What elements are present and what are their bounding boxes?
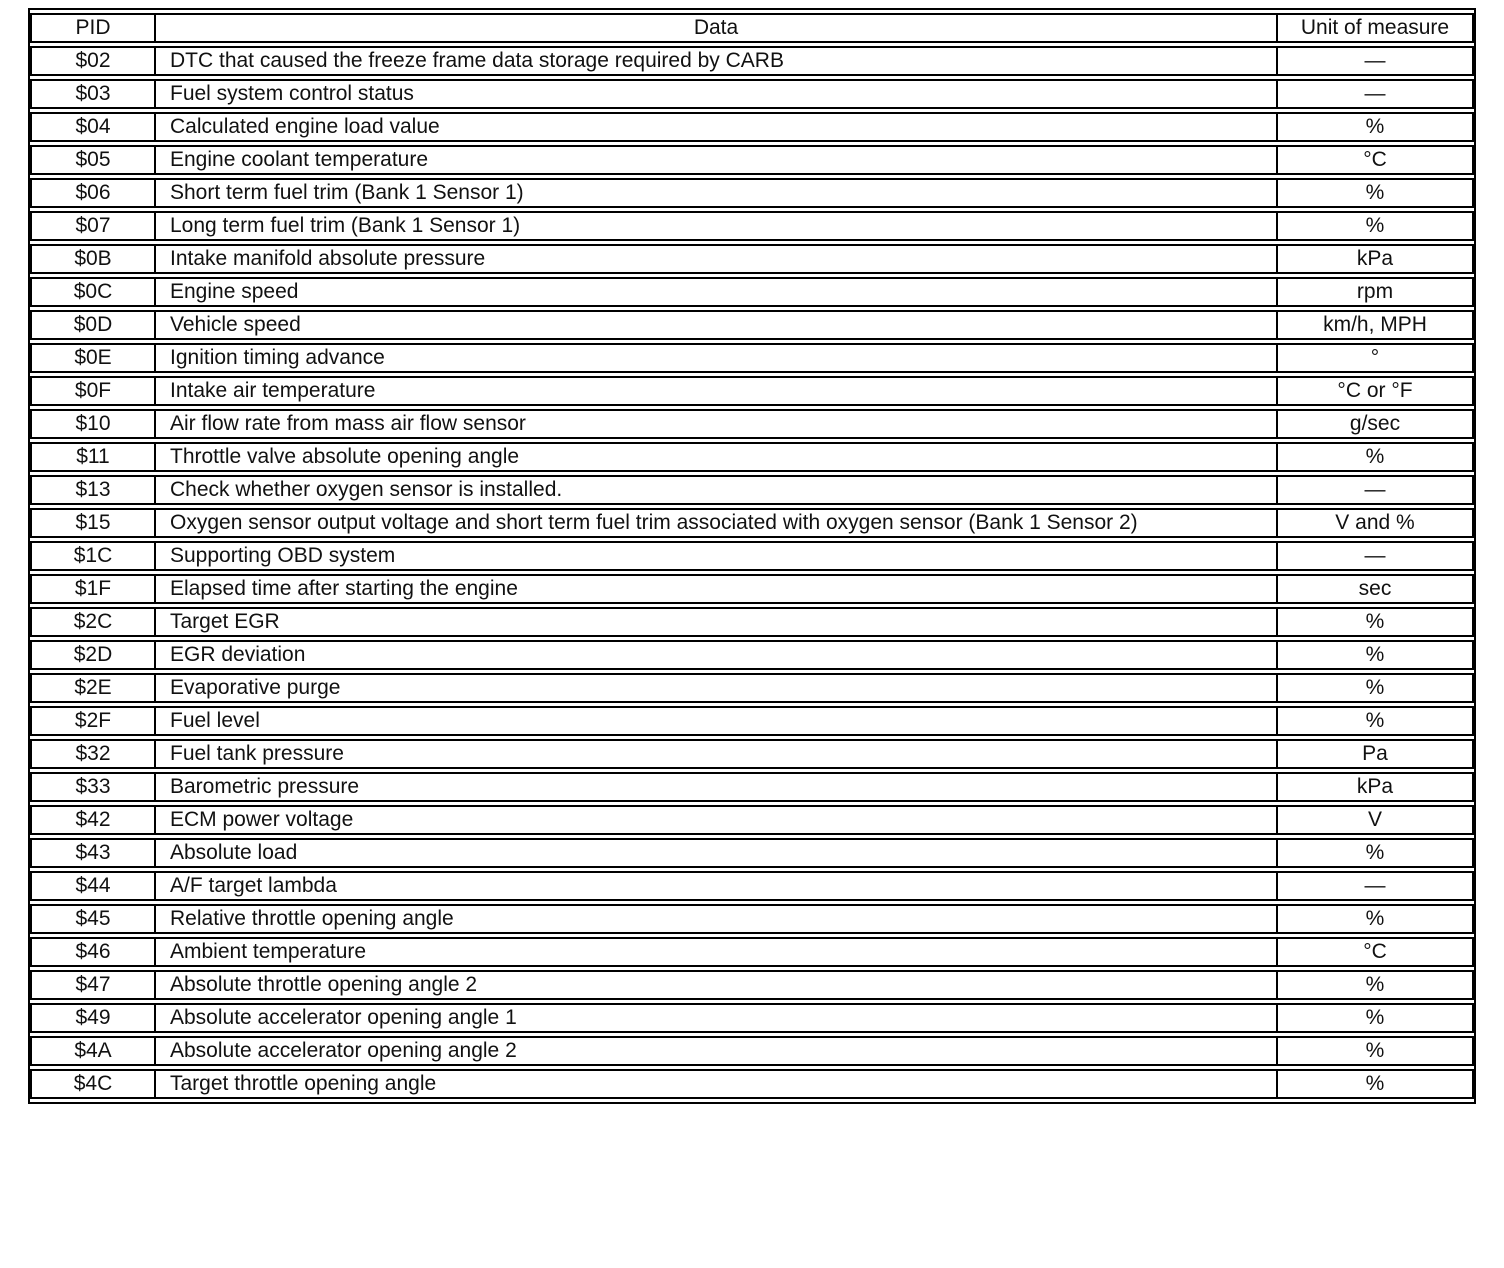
unit-cell: — (1278, 46, 1474, 76)
pid-cell: $1F (30, 574, 156, 604)
unit-cell: — (1278, 541, 1474, 571)
pid-cell: $2F (30, 706, 156, 736)
table-row (30, 541, 1474, 571)
table-row (30, 409, 1474, 439)
pid-cell: $0C (30, 277, 156, 307)
pid-cell: $0D (30, 310, 156, 340)
pid-cell: $0B (30, 244, 156, 274)
pid-cell: $46 (30, 937, 156, 967)
data-cell: Vehicle speed (156, 310, 1278, 340)
data-cell: Short term fuel trim (Bank 1 Sensor 1) (156, 178, 1278, 208)
data-cell: A/F target lambda (156, 871, 1278, 901)
unit-cell: % (1278, 178, 1474, 208)
unit-cell: % (1278, 640, 1474, 670)
unit-cell: Pa (1278, 739, 1474, 769)
data-cell: Ignition timing advance (156, 343, 1278, 373)
pid-cell: $1C (30, 541, 156, 571)
table-row (30, 574, 1474, 604)
unit-cell: — (1278, 475, 1474, 505)
data-cell: Fuel tank pressure (156, 739, 1278, 769)
unit-cell: — (1278, 79, 1474, 109)
pid-cell: $07 (30, 211, 156, 241)
table-row (30, 805, 1474, 835)
unit-cell: % (1278, 211, 1474, 241)
unit-cell: °C (1278, 937, 1474, 967)
data-cell: Absolute accelerator opening angle 1 (156, 1003, 1278, 1033)
data-cell: Fuel system control status (156, 79, 1278, 109)
table-row (30, 937, 1474, 967)
table-row (30, 310, 1474, 340)
table-row (30, 772, 1474, 802)
table-row (30, 673, 1474, 703)
unit-cell: % (1278, 970, 1474, 1000)
table-row (30, 607, 1474, 637)
unit-cell: % (1278, 607, 1474, 637)
unit-cell: % (1278, 838, 1474, 868)
data-cell: Engine coolant temperature (156, 145, 1278, 175)
table-row (30, 640, 1474, 670)
table-row (30, 904, 1474, 934)
pid-cell: $49 (30, 1003, 156, 1033)
pid-cell: $05 (30, 145, 156, 175)
pid-cell: $45 (30, 904, 156, 934)
pid-cell: $4A (30, 1036, 156, 1066)
pid-cell: $2C (30, 607, 156, 637)
pid-cell: $0F (30, 376, 156, 406)
data-cell: Absolute throttle opening angle 2 (156, 970, 1278, 1000)
data-cell: Check whether oxygen sensor is installed. (156, 475, 1278, 505)
table-row (30, 46, 1474, 76)
unit-cell: km/h, MPH (1278, 310, 1474, 340)
data-cell: Absolute accelerator opening angle 2 (156, 1036, 1278, 1066)
data-cell: Elapsed time after starting the engine (156, 574, 1278, 604)
table-row (30, 277, 1474, 307)
unit-cell: g/sec (1278, 409, 1474, 439)
pid-cell: $13 (30, 475, 156, 505)
data-cell: Fuel level (156, 706, 1278, 736)
column-header-pid: PID (30, 13, 156, 43)
pid-cell: $2E (30, 673, 156, 703)
data-cell: Intake air temperature (156, 376, 1278, 406)
unit-cell: % (1278, 673, 1474, 703)
table-row (30, 475, 1474, 505)
data-cell: Absolute load (156, 838, 1278, 868)
table-row (30, 442, 1474, 472)
pid-cell: $43 (30, 838, 156, 868)
pid-cell: $2D (30, 640, 156, 670)
data-cell: Long term fuel trim (Bank 1 Sensor 1) (156, 211, 1278, 241)
pid-cell: $10 (30, 409, 156, 439)
table-row (30, 79, 1474, 109)
table-row (30, 343, 1474, 373)
unit-cell: % (1278, 1036, 1474, 1066)
unit-cell: rpm (1278, 277, 1474, 307)
unit-cell: % (1278, 112, 1474, 142)
table-row (30, 508, 1474, 538)
data-cell: Oxygen sensor output voltage and short term fuel trim associated with oxygen sensor (Bank 1 Sensor 2) (156, 508, 1278, 538)
unit-cell: % (1278, 904, 1474, 934)
data-cell: Supporting OBD system (156, 541, 1278, 571)
unit-cell: % (1278, 442, 1474, 472)
pid-cell: $0E (30, 343, 156, 373)
data-cell: Calculated engine load value (156, 112, 1278, 142)
pid-cell: $4C (30, 1069, 156, 1099)
data-cell: Intake manifold absolute pressure (156, 244, 1278, 274)
table-row (30, 112, 1474, 142)
unit-cell: °C or °F (1278, 376, 1474, 406)
column-header-data: Data (156, 13, 1278, 43)
pid-cell: $06 (30, 178, 156, 208)
data-cell: Ambient temperature (156, 937, 1278, 967)
pid-cell: $15 (30, 508, 156, 538)
table-row (30, 1069, 1474, 1099)
table-row (30, 706, 1474, 736)
data-cell: Air flow rate from mass air flow sensor (156, 409, 1278, 439)
unit-cell: % (1278, 1069, 1474, 1099)
data-cell: EGR deviation (156, 640, 1278, 670)
pid-cell: $44 (30, 871, 156, 901)
table-row (30, 211, 1474, 241)
table-row (30, 178, 1474, 208)
data-cell: Throttle valve absolute opening angle (156, 442, 1278, 472)
pid-cell: $02 (30, 46, 156, 76)
pid-cell: $03 (30, 79, 156, 109)
unit-cell: ° (1278, 343, 1474, 373)
pid-cell: $33 (30, 772, 156, 802)
data-cell: DTC that caused the freeze frame data storage required by CARB (156, 46, 1278, 76)
table-header-row (30, 13, 1474, 43)
unit-cell: kPa (1278, 772, 1474, 802)
unit-cell: kPa (1278, 244, 1474, 274)
unit-cell: V (1278, 805, 1474, 835)
table-row (30, 145, 1474, 175)
table-row (30, 871, 1474, 901)
data-cell: Target EGR (156, 607, 1278, 637)
pid-table-body (30, 46, 1474, 1099)
data-cell: ECM power voltage (156, 805, 1278, 835)
data-cell: Engine speed (156, 277, 1278, 307)
table-row (30, 838, 1474, 868)
data-cell: Relative throttle opening angle (156, 904, 1278, 934)
pid-cell: $04 (30, 112, 156, 142)
table-row (30, 244, 1474, 274)
data-cell: Evaporative purge (156, 673, 1278, 703)
pid-cell: $11 (30, 442, 156, 472)
unit-cell: % (1278, 1003, 1474, 1033)
table-row (30, 970, 1474, 1000)
table-row (30, 739, 1474, 769)
pid-cell: $32 (30, 739, 156, 769)
data-cell: Barometric pressure (156, 772, 1278, 802)
data-cell: Target throttle opening angle (156, 1069, 1278, 1099)
table-row (30, 1036, 1474, 1066)
unit-cell: sec (1278, 574, 1474, 604)
pid-table (28, 8, 1476, 1104)
unit-cell: °C (1278, 145, 1474, 175)
table-row (30, 376, 1474, 406)
pid-cell: $47 (30, 970, 156, 1000)
pid-cell: $42 (30, 805, 156, 835)
column-header-unit: Unit of measure (1278, 13, 1474, 43)
unit-cell: V and % (1278, 508, 1474, 538)
unit-cell: % (1278, 706, 1474, 736)
table-row (30, 1003, 1474, 1033)
unit-cell: — (1278, 871, 1474, 901)
